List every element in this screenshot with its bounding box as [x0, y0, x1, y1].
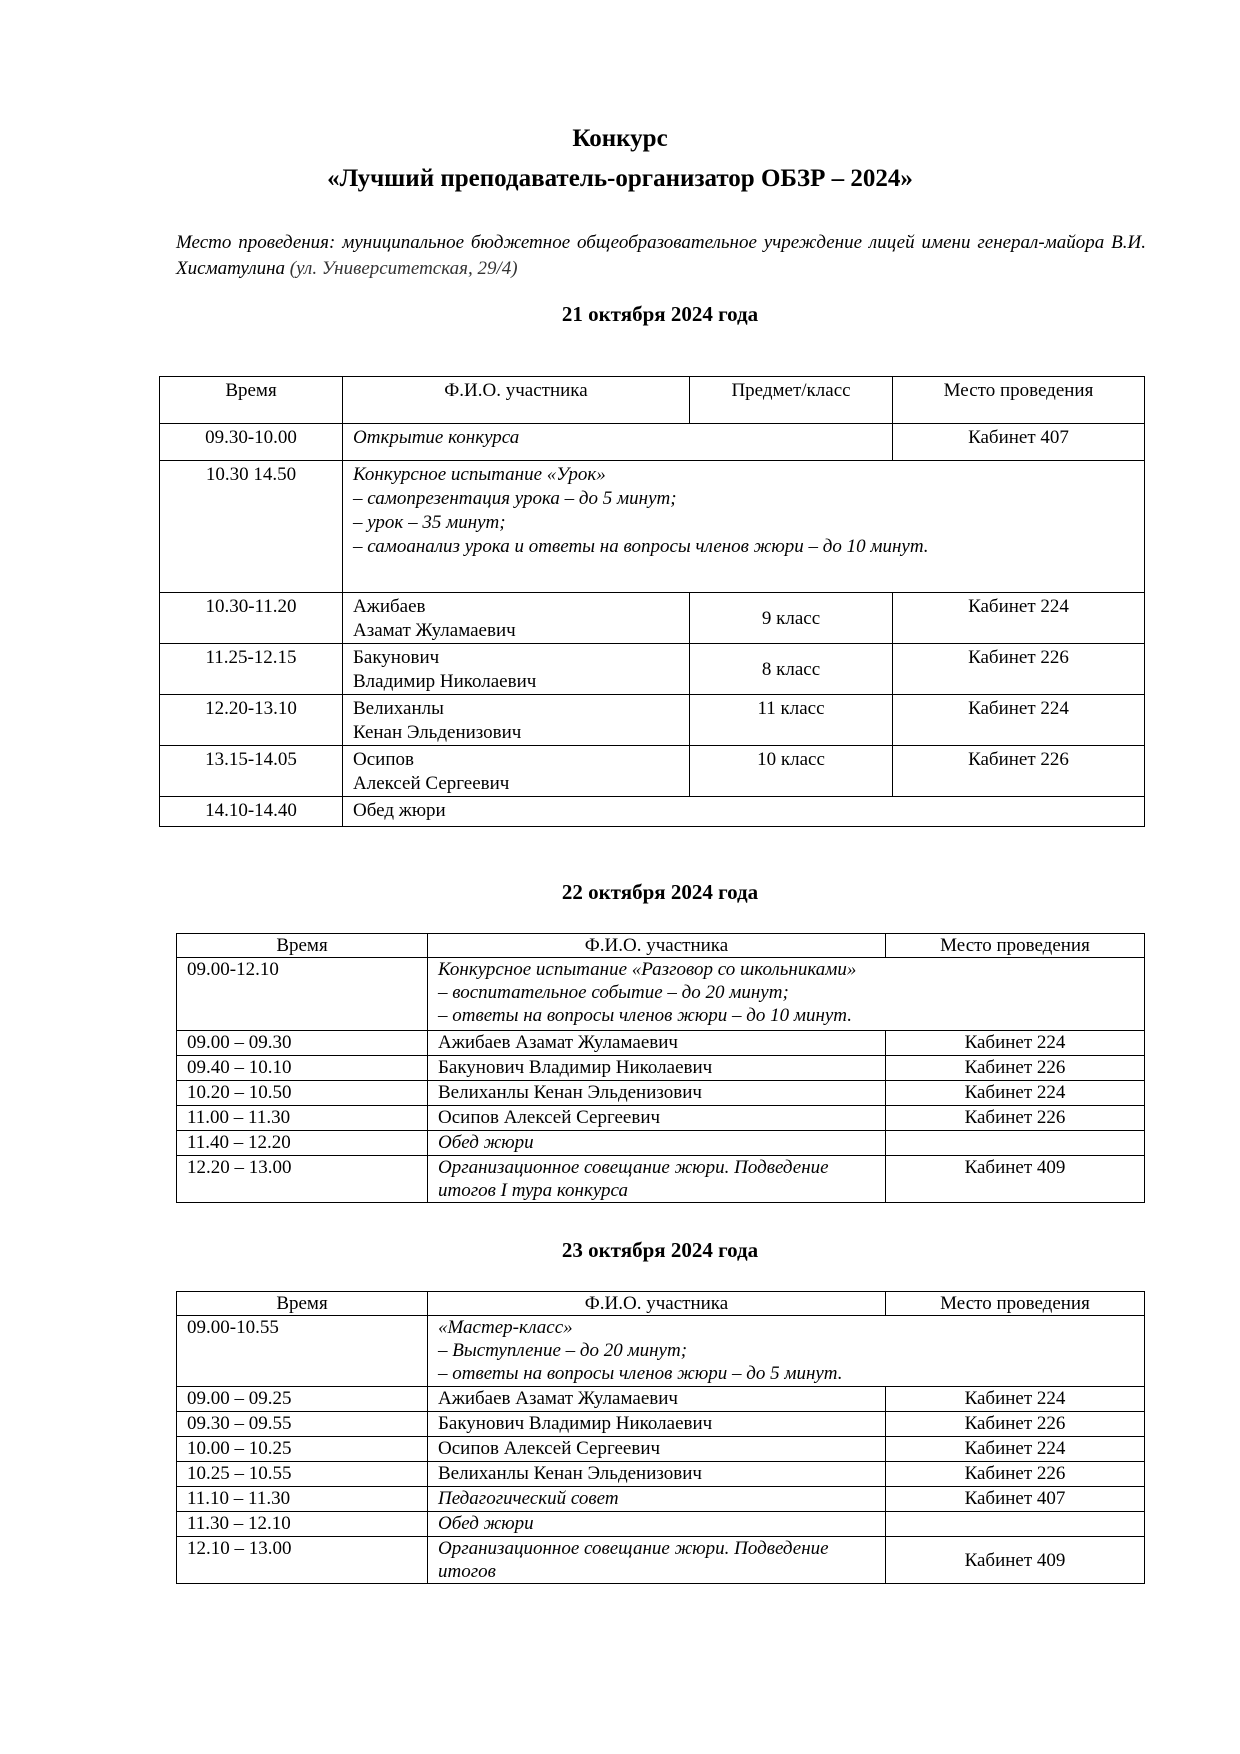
table-row — [177, 1031, 1145, 1056]
row-time: 09.00-10.55 — [177, 1316, 428, 1387]
row-time: 11.00 – 11.30 — [177, 1106, 428, 1131]
row-place: Кабинет 226 — [886, 1462, 1145, 1487]
day2-schedule-table — [176, 933, 1145, 1203]
trial-description — [343, 461, 1145, 593]
table-row — [160, 424, 1145, 461]
table-header-row — [160, 377, 1145, 424]
participant-surname: Велиханлы — [353, 698, 444, 719]
row-time: 14.10-14.40 — [160, 797, 343, 827]
table-row — [177, 1512, 1145, 1537]
row-event — [428, 1537, 886, 1584]
row-place: Кабинет 409 — [886, 1537, 1145, 1584]
row-time: 11.25-12.15 — [160, 644, 343, 695]
row-place: Кабинет 226 — [893, 644, 1145, 695]
row-time: 12.20-13.10 — [160, 695, 343, 746]
table-row — [160, 644, 1145, 695]
row-class: 8 класс — [690, 644, 893, 695]
header-time: Время — [160, 377, 343, 424]
row-time: 09.00-12.10 — [177, 958, 428, 1031]
row-event: Обед жюри — [343, 797, 1145, 827]
trial-item: – ответы на вопросы членов жюри – до 10 минут. — [438, 1005, 853, 1026]
participant-given-names: Алексей Сергеевич — [353, 773, 510, 794]
table-row — [177, 958, 1145, 1031]
row-event: Обед жюри — [428, 1131, 886, 1156]
participant-surname: Бакунович — [353, 647, 440, 668]
row-time: 09.30 – 09.55 — [177, 1412, 428, 1437]
row-participant: Ажибаев Азамат Жуламаевич — [428, 1031, 886, 1056]
row-place: Кабинет 226 — [886, 1412, 1145, 1437]
table-row — [177, 1316, 1145, 1387]
row-event: Обед жюри — [428, 1512, 886, 1537]
row-time: 09.00 – 09.30 — [177, 1031, 428, 1056]
row-time: 13.15-14.05 — [160, 746, 343, 797]
row-time: 11.10 – 11.30 — [177, 1487, 428, 1512]
table-row — [177, 1106, 1145, 1131]
meeting-line: итогов I тура конкурса — [438, 1180, 628, 1201]
trial-item: – воспитательное событие – до 20 минут; — [438, 982, 789, 1003]
trial-item: – самоанализ урока и ответы на вопросы членов жюри – до 10 минут. — [353, 536, 929, 557]
trial-item: – урок – 35 минут; — [353, 512, 506, 533]
meeting-line: итогов — [438, 1561, 496, 1582]
page-subtitle — [0, 160, 1240, 198]
participant-surname: Ажибаев — [353, 596, 426, 617]
row-participant: Бакунович Владимир Николаевич — [428, 1056, 886, 1081]
table-row — [177, 1487, 1145, 1512]
row-class: 11 класс — [690, 695, 893, 746]
day2-date-heading: 22 октября 2024 года — [561, 880, 759, 904]
page-title — [0, 120, 1240, 158]
venue-paragraph — [176, 230, 1146, 282]
row-place: Кабинет 226 — [886, 1106, 1145, 1131]
header-place: Место проведения — [886, 934, 1145, 958]
row-event: Педагогический совет — [428, 1487, 886, 1512]
table-row — [177, 1156, 1145, 1203]
row-place: Кабинет 224 — [886, 1081, 1145, 1106]
row-place: Кабинет 224 — [886, 1437, 1145, 1462]
table-row — [177, 1081, 1145, 1106]
row-class: 10 класс — [690, 746, 893, 797]
row-event — [428, 1156, 886, 1203]
table-row — [160, 746, 1145, 797]
day1-date-heading: 21 октября 2024 года — [561, 302, 759, 326]
row-time: 10.20 – 10.50 — [177, 1081, 428, 1106]
day3-schedule-table — [176, 1291, 1145, 1584]
row-participant: Осипов Алексей Сергеевич — [428, 1106, 886, 1131]
venue-text: Место проведения: муниципальное бюджетное общеобразовательное учреждение лицей имени генерал-майора В.И. Хисматулина — [176, 232, 1146, 279]
table-row — [177, 1056, 1145, 1081]
table-header-row — [177, 1292, 1145, 1316]
participant-given-names: Азамат Жуламаевич — [353, 620, 516, 641]
header-place: Место проведения — [893, 377, 1145, 424]
row-time: 10.30-11.20 — [160, 593, 343, 644]
row-time: 12.20 – 13.00 — [177, 1156, 428, 1203]
row-participant — [343, 644, 690, 695]
table-row — [177, 1462, 1145, 1487]
participant-given-names: Владимир Николаевич — [353, 671, 537, 692]
row-participant: Велиханлы Кенан Эльденизович — [428, 1462, 886, 1487]
meeting-line: Организационное совещание жюри. Подведение — [438, 1538, 829, 1559]
row-participant: Осипов Алексей Сергеевич — [428, 1437, 886, 1462]
header-subject: Предмет/класс — [690, 377, 893, 424]
row-place: Кабинет 224 — [886, 1031, 1145, 1056]
row-place-empty — [886, 1131, 1145, 1156]
table-row — [177, 1387, 1145, 1412]
row-time: 11.30 – 12.10 — [177, 1512, 428, 1537]
row-time: 09.40 – 10.10 — [177, 1056, 428, 1081]
meeting-line: Организационное совещание жюри. Подведение — [438, 1157, 829, 1178]
header-participant: Ф.И.О. участника — [428, 1292, 886, 1316]
table-row — [177, 1537, 1145, 1584]
row-place: Кабинет 407 — [893, 424, 1145, 461]
day3-date-heading: 23 октября 2024 года — [561, 1238, 759, 1262]
row-participant — [343, 593, 690, 644]
row-place: Кабинет 226 — [893, 746, 1145, 797]
header-participant: Ф.И.О. участника — [428, 934, 886, 958]
row-place: Кабинет 409 — [886, 1156, 1145, 1203]
row-time: 10.30 14.50 — [160, 461, 343, 593]
trial-description — [428, 958, 1145, 1031]
table-row — [177, 1437, 1145, 1462]
row-place: Кабинет 224 — [893, 695, 1145, 746]
row-participant: Велиханлы Кенан Эльденизович — [428, 1081, 886, 1106]
trial-item: – ответы на вопросы членов жюри – до 5 минут. — [438, 1363, 843, 1384]
row-participant: Бакунович Владимир Николаевич — [428, 1412, 886, 1437]
header-place: Место проведения — [886, 1292, 1145, 1316]
table-row — [160, 461, 1145, 593]
venue-address: (ул. Университетская, 29/4) — [289, 258, 518, 279]
row-time: 12.10 – 13.00 — [177, 1537, 428, 1584]
row-time: 11.40 – 12.20 — [177, 1131, 428, 1156]
table-row — [177, 1412, 1145, 1437]
participant-surname: Осипов — [353, 749, 414, 770]
title-line-2: «Лучший преподаватель-организатор ОБЗР – 2024» — [327, 165, 913, 192]
row-time: 10.00 – 10.25 — [177, 1437, 428, 1462]
trial-title: Конкурсное испытание «Разговор со школьниками» — [438, 959, 857, 980]
table-row — [177, 1131, 1145, 1156]
participant-given-names: Кенан Эльденизович — [353, 722, 522, 743]
title-line-1: Конкурс — [572, 125, 668, 152]
trial-item: – Выступление – до 20 минут; — [438, 1340, 688, 1361]
trial-title: «Мастер-класс» — [438, 1317, 573, 1338]
table-row — [160, 695, 1145, 746]
row-time: 10.25 – 10.55 — [177, 1462, 428, 1487]
row-place: Кабинет 224 — [893, 593, 1145, 644]
row-place: Кабинет 224 — [886, 1387, 1145, 1412]
row-place: Кабинет 226 — [886, 1056, 1145, 1081]
header-participant: Ф.И.О. участника — [343, 377, 690, 424]
row-participant — [343, 746, 690, 797]
row-place-empty — [886, 1512, 1145, 1537]
table-header-row — [177, 934, 1145, 958]
trial-description — [428, 1316, 1145, 1387]
row-participant: Ажибаев Азамат Жуламаевич — [428, 1387, 886, 1412]
day1-schedule-table — [159, 376, 1145, 827]
row-time: 09.00 – 09.25 — [177, 1387, 428, 1412]
row-time: 09.30-10.00 — [160, 424, 343, 461]
row-event: Открытие конкурса — [343, 424, 893, 461]
table-row — [160, 797, 1145, 827]
trial-title: Конкурсное испытание «Урок» — [353, 464, 606, 485]
row-place: Кабинет 407 — [886, 1487, 1145, 1512]
table-row — [160, 593, 1145, 644]
row-class: 9 класс — [690, 593, 893, 644]
header-time: Время — [177, 1292, 428, 1316]
trial-item: – самопрезентация урока – до 5 минут; — [353, 488, 677, 509]
row-participant — [343, 695, 690, 746]
header-time: Время — [177, 934, 428, 958]
